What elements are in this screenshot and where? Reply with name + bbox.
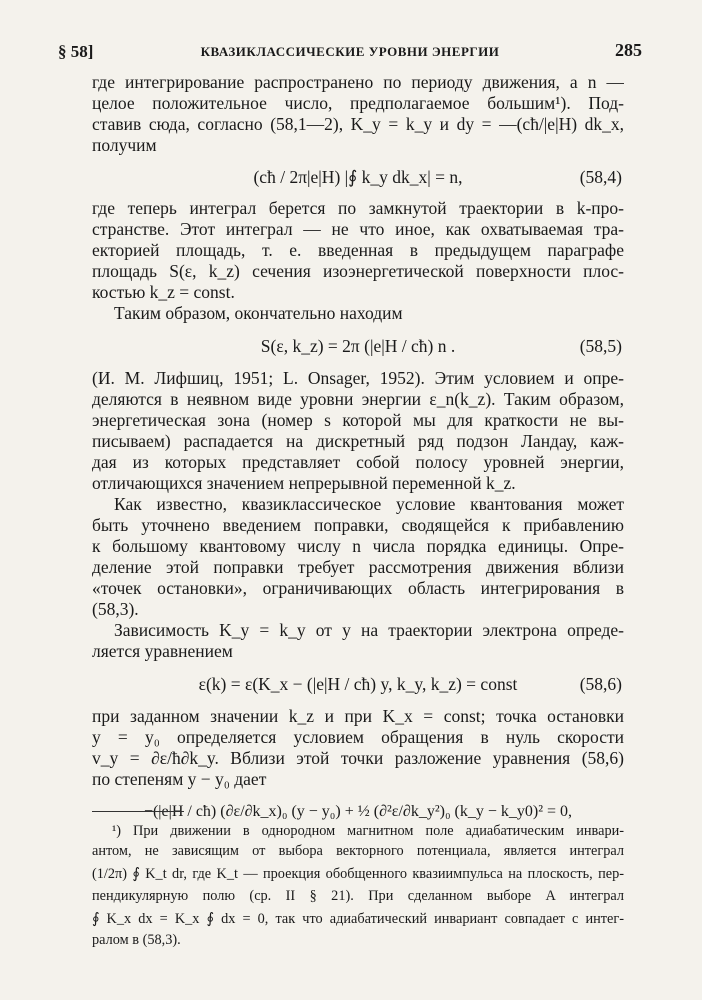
text-line: целое положительное число, предполагаемое большим¹). Под- [92,93,624,113]
text-line: ставив сюда, согласно (58,1—2), K_y = k_y и dy = —(cħ/|e|H) dk_x, [92,114,624,134]
text-line: деление этой поправки требует рассмотрения движения вблизи [92,557,624,577]
equation-body: (cħ / 2π|e|H) |∮ k_y dk_x| = n, [253,167,463,187]
text-line: (И. М. Лифшиц, 1951; L. Onsager, 1952). Этим условием и опре- [92,368,624,388]
equation-58-5 [92,324,624,368]
text-line: где интегрирование распространено по периоду движения, а n — [92,72,624,92]
text-line: ляется уравнением [92,641,233,661]
text-line: отличающихся значением непрерывной переменной k_z. [92,473,516,493]
text-line: странстве. Этот интеграл — не что иное, как охватываемая тра- [92,219,624,239]
footnote-line: пендикулярную полю (ср. II § 21). При сделанном выборе A интеграл [92,888,624,904]
equation-body: −(|e|H / cħ) (∂ε/∂k_x)₀ (y − y₀) + ½ (∂²ε/∂k_y²)₀ (k_y − k_y0)² = 0, [143,803,573,820]
equation-58-6 [92,662,624,706]
footnote [92,822,624,950]
text-line: быть уточнено введением поправки, сводящейся к прибавлению [92,515,624,535]
equation-58-4 [92,156,624,198]
equation-number: (58,5) [579,336,622,356]
footnote-line: антом, не зависящим от выбора векторного потенциала, является интеграл [92,842,624,859]
text-line: площадь S(ε, k_z) сечения изоэнергетической поверхности плос- [92,261,624,281]
page-number: 285 [615,40,642,60]
footnote-line: ∮ K_x dx = K_x ∮ dx = 0, так что адиабатический инвариант совпадает с интег- [92,910,624,927]
text-line: деляются в неявном виде уровни энергии ε_n(k_z). Таким образом, [92,389,624,409]
text-line: (58,3). [92,599,139,619]
text-line: Как известно, квазиклассическое условие квантования может [114,494,624,514]
footnote-line: (1/2π) ∮ K_t dr, где K_t — проекция обобщенного квазиимпульса на плоскость, пер- [92,866,624,882]
text-line: екторией площадь, т. е. введенная в предыдущем параграфе [92,240,624,260]
equation-body: ε(k) = ε(K_x − (|e|H / cħ) y, k_y, k_z) = const [198,674,518,694]
text-line: получим [92,135,157,155]
equation-body: S(ε, k_z) = 2π (|e|H / cħ) n . [260,336,456,356]
footnote-line: ¹) При движении в однородном магнитном поле адиабатическим инвари- [112,823,624,839]
text-line: при заданном значении k_z и при K_x = const; точка остановки [92,706,624,726]
section-number: § 58] [58,42,94,61]
footnote-line: ралом в (58,3). [92,931,181,948]
text-line: энергетическая зона (номер s которой мы для краткости не вы- [92,410,624,430]
text-line: Таким образом, окончательно находим [114,303,403,323]
text-line: писываем) распадается на дискретный ряд подзон Ландау, каж- [92,431,624,451]
chapter-title: КВАЗИКЛАССИЧЕСКИЕ УРОВНИ ЭНЕРГИИ [200,44,500,59]
text-line: v_y = ∂ε/ħ∂k_y. Вблизи этой точки разложение уравнения (58,6) [92,748,624,768]
running-header [58,40,642,66]
text-line: по степеням y − y₀ дает [92,769,267,789]
equation-number: (58,6) [579,674,622,694]
equation-number: (58,4) [579,167,622,187]
text-line: костью k_z = const. [92,282,235,302]
text-line: Зависимость K_y = k_y от y на траектории электрона опреде- [114,620,624,640]
text-line: «точек остановки», ограничивающих область интегрирования в [92,578,624,598]
text-line: дая из которых представляет собой полосу уровней энергии, [92,452,624,472]
main-text [92,72,624,834]
text-line: где теперь интеграл берется по замкнутой траектории в k-про- [92,198,624,218]
text-line: y = y₀ определяется условием обращения в нуль скорости [92,727,624,747]
text-line: к большому квантовому числу n числа порядка единицы. Опре- [92,536,624,556]
footnote-divider [92,811,184,812]
